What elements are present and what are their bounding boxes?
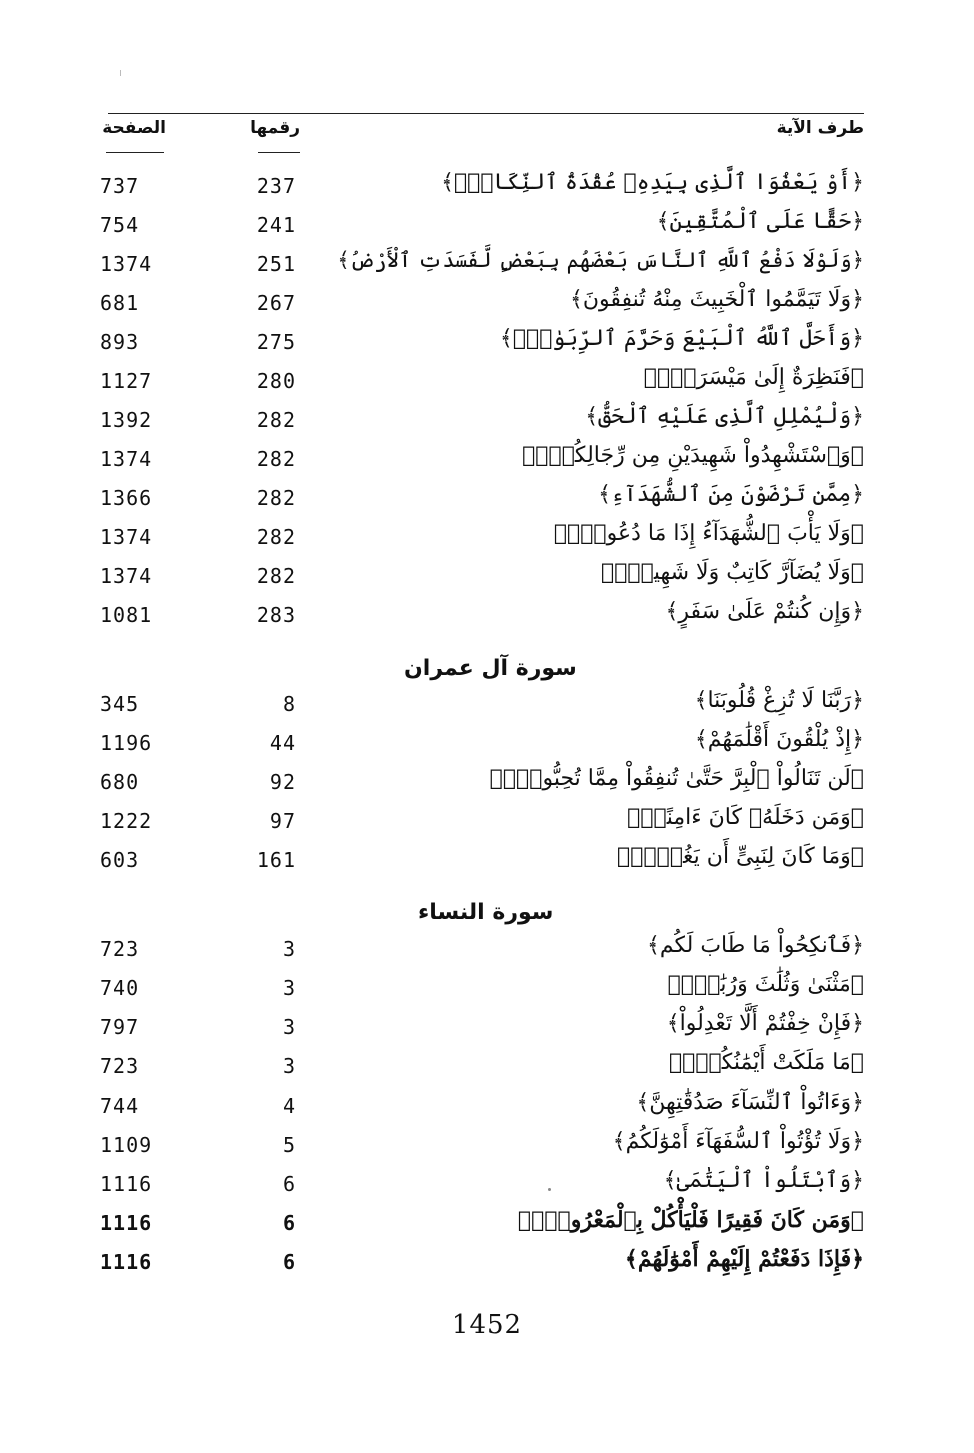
- verse-number: 267: [256, 291, 296, 315]
- index-row: [0, 326, 974, 364]
- index-row: [0, 560, 974, 598]
- verse-number: 282: [256, 447, 296, 471]
- index-row: [0, 1050, 974, 1088]
- verse-number: 44: [269, 731, 296, 755]
- index-row: [0, 727, 974, 765]
- page-reference: 1392: [100, 408, 153, 432]
- index-row: [0, 521, 974, 559]
- verse-text: ﴿وَإِن كُنتُمْ عَلَىٰ سَفَرٍ﴾: [665, 599, 864, 624]
- verse-text: ﴿وَمَن دَخَلَهُۥ كَانَ ءَامِنًاۗ﴾: [627, 805, 864, 830]
- verse-text: ﴿فَإِذَا دَفَعْتُمْ إِلَيْهِمْ أَمْوَٰلَهُمْ﴾: [624, 1246, 864, 1272]
- page-reference: 681: [100, 291, 140, 315]
- margin-mark: [120, 70, 121, 76]
- header-page-column: الصفحة: [102, 118, 166, 138]
- page-reference: 740: [100, 976, 140, 1000]
- page-reference: 893: [100, 330, 140, 354]
- index-row: [0, 209, 974, 247]
- index-row: [0, 404, 974, 442]
- verse-text: ﴿مَثْنَىٰ وَثُلَٰثَ وَرُبَٰعَۖ﴾: [667, 972, 864, 997]
- verse-text: ﴿وَلَا تَيَمَّمُوا ٱلْخَبِيثَ مِنْهُ تُنفِقُونَ﴾: [569, 287, 864, 312]
- verse-number: 6: [282, 1172, 296, 1196]
- page-reference: 754: [100, 213, 140, 237]
- page-reference: 603: [100, 848, 140, 872]
- index-row: [0, 933, 974, 971]
- verse-number: 282: [256, 408, 296, 432]
- page-reference: 1109: [100, 1133, 153, 1157]
- page-reference: 1222: [100, 809, 153, 833]
- page-number: 1452: [451, 1310, 523, 1340]
- index-row: [0, 1246, 974, 1284]
- page-reference: 345: [100, 692, 140, 716]
- page-reference: 1127: [100, 369, 153, 393]
- verse-text: ﴿وَٱبْتَلُواْ ٱلْيَتَٰمَىٰ﴾: [663, 1168, 864, 1193]
- index-row: [0, 443, 974, 481]
- index-row: [0, 688, 974, 726]
- verse-number: 92: [269, 770, 296, 794]
- index-row: [0, 805, 974, 843]
- verse-number: 282: [256, 564, 296, 588]
- verse-number: 6: [282, 1211, 296, 1235]
- page-reference: 1374: [100, 447, 153, 471]
- verse-number: 280: [256, 369, 296, 393]
- verse-number: 161: [256, 848, 296, 872]
- index-row: [0, 1129, 974, 1167]
- verse-text: ﴿وَلَوْلَا دَفْعُ ٱللَّهِ ٱلنَّاسَ بَعْضَهُم بِبَعْضٍ لَّفَسَدَتِ ٱلْأَرْضُ﴾: [337, 248, 864, 272]
- verse-number: 5: [282, 1133, 296, 1157]
- verse-number: 251: [256, 252, 296, 276]
- print-speck: [548, 1188, 551, 1191]
- index-row: [0, 482, 974, 520]
- page-reference: 1081: [100, 603, 153, 627]
- verse-number: 3: [282, 1015, 296, 1039]
- surah-title: سورة آل عمران: [404, 656, 577, 681]
- verse-number: 8: [282, 692, 296, 716]
- verse-text: ﴿مِمَّن تَرْضَوْنَ مِنَ ٱلشُّهَدَآءِ﴾: [598, 482, 864, 507]
- index-row: [0, 1168, 974, 1206]
- index-row: [0, 766, 974, 804]
- verse-text: ﴿فَنَظِرَةٌ إِلَىٰ مَيْسَرَةٍۚ﴾: [643, 365, 864, 390]
- verse-text: ﴿مَا مَلَكَتْ أَيْمَٰنُكُمْۚ﴾: [668, 1050, 864, 1075]
- verse-number: 241: [256, 213, 296, 237]
- header-number-column: رقمها: [250, 118, 300, 138]
- verse-text: ﴿وَلْيُمْلِلِ ٱلَّذِى عَلَيْهِ ٱلْحَقُّ﴾: [585, 404, 864, 429]
- verse-text: ﴿وَءَاتُواْ ٱلنِّسَآءَ صَدُقَٰتِهِنَّ﴾: [636, 1090, 864, 1115]
- page-reference: 1116: [100, 1250, 153, 1274]
- verse-text: ﴿حَقًّا عَلَى ٱلْمُتَّقِينَ﴾: [656, 209, 864, 234]
- index-row: [0, 844, 974, 882]
- header-verse-column: طرف الآية: [776, 118, 864, 138]
- verse-text: ﴿وَمَن كَانَ فَقِيرًا فَلْيَأْكُلْ بِٱلْمَعْرُوفِۚ﴾: [517, 1207, 864, 1233]
- index-row: [0, 972, 974, 1010]
- verse-number: 282: [256, 486, 296, 510]
- page-reference: 737: [100, 174, 140, 198]
- index-row: [0, 1207, 974, 1245]
- verse-number: 275: [256, 330, 296, 354]
- top-rule: [108, 113, 864, 114]
- index-row: [0, 170, 974, 208]
- verse-number: 3: [282, 1054, 296, 1078]
- index-row: [0, 1090, 974, 1128]
- page-reference: 744: [100, 1094, 140, 1118]
- header-number-underline: [258, 152, 300, 153]
- verse-text: ﴿فَإِنْ خِفْتُمْ أَلَّا تَعْدِلُواْ﴾: [666, 1011, 864, 1036]
- header-page-underline: [106, 152, 164, 153]
- verse-number: 3: [282, 937, 296, 961]
- index-row: [0, 287, 974, 325]
- verse-number: 6: [282, 1250, 296, 1274]
- verse-text: ﴿إِذْ يُلْقُونَ أَقْلَٰمَهُمْ﴾: [694, 727, 864, 752]
- verse-text: ﴿وَمَا كَانَ لِنَبِىٍّ أَن يَغُلَّۚ﴾: [617, 844, 864, 869]
- verse-text: ﴿لَن تَنَالُواْ ٱلْبِرَّ حَتَّىٰ تُنفِقُواْ مِمَّا تُحِبُّونَۚ﴾: [489, 766, 864, 791]
- page-reference: 680: [100, 770, 140, 794]
- page-reference: 723: [100, 1054, 140, 1078]
- verse-number: 283: [256, 603, 296, 627]
- verse-text: ﴿أَوْ يَعْفُوَا ٱلَّذِى بِيَدِهِۦ عُقْدَةُ ٱلنِّكَاحِۚ﴾: [441, 170, 864, 195]
- surah-title: سورة النساء: [418, 900, 554, 925]
- index-row: [0, 599, 974, 637]
- verse-text: ﴿وَلَا تُؤْتُواْ ٱلسُّفَهَآءَ أَمْوَٰلَكُمُ﴾: [612, 1129, 864, 1154]
- verse-number: 3: [282, 976, 296, 1000]
- index-row: [0, 365, 974, 403]
- verse-text: ﴿وَٱسْتَشْهِدُواْ شَهِيدَيْنِ مِن رِّجَالِكُمْۖ﴾: [522, 443, 864, 468]
- index-row: [0, 1011, 974, 1049]
- page-reference: 723: [100, 937, 140, 961]
- verse-text: ﴿فَٱنكِحُواْ مَا طَابَ لَكُم﴾: [646, 933, 864, 958]
- page-reference: 1116: [100, 1211, 153, 1235]
- verse-number: 237: [256, 174, 296, 198]
- verse-text: ﴿وَلَا يُضَآرَّ كَاتِبٌ وَلَا شَهِيدٌۚ﴾: [601, 560, 864, 585]
- verse-text: ﴿وَلَا يَأْبَ ٱلشُّهَدَآءُ إِذَا مَا دُعُواْۚ﴾: [553, 521, 864, 546]
- index-row: [0, 248, 974, 286]
- verse-number: 282: [256, 525, 296, 549]
- page-reference: 1116: [100, 1172, 153, 1196]
- page-reference: 1366: [100, 486, 153, 510]
- page-reference: 797: [100, 1015, 140, 1039]
- page-reference: 1374: [100, 564, 153, 588]
- verse-text: ﴿رَبَّنَا لَا تُزِغْ قُلُوبَنَا﴾: [694, 688, 864, 713]
- verse-number: 4: [282, 1094, 296, 1118]
- page-reference: 1196: [100, 731, 153, 755]
- verse-text: ﴿وَأَحَلَّ ٱللَّهُ ٱلْبَيْعَ وَحَرَّمَ ٱلرِّبَوٰاْۚ﴾: [499, 326, 864, 351]
- page-reference: 1374: [100, 252, 153, 276]
- page-reference: 1374: [100, 525, 153, 549]
- verse-number: 97: [269, 809, 296, 833]
